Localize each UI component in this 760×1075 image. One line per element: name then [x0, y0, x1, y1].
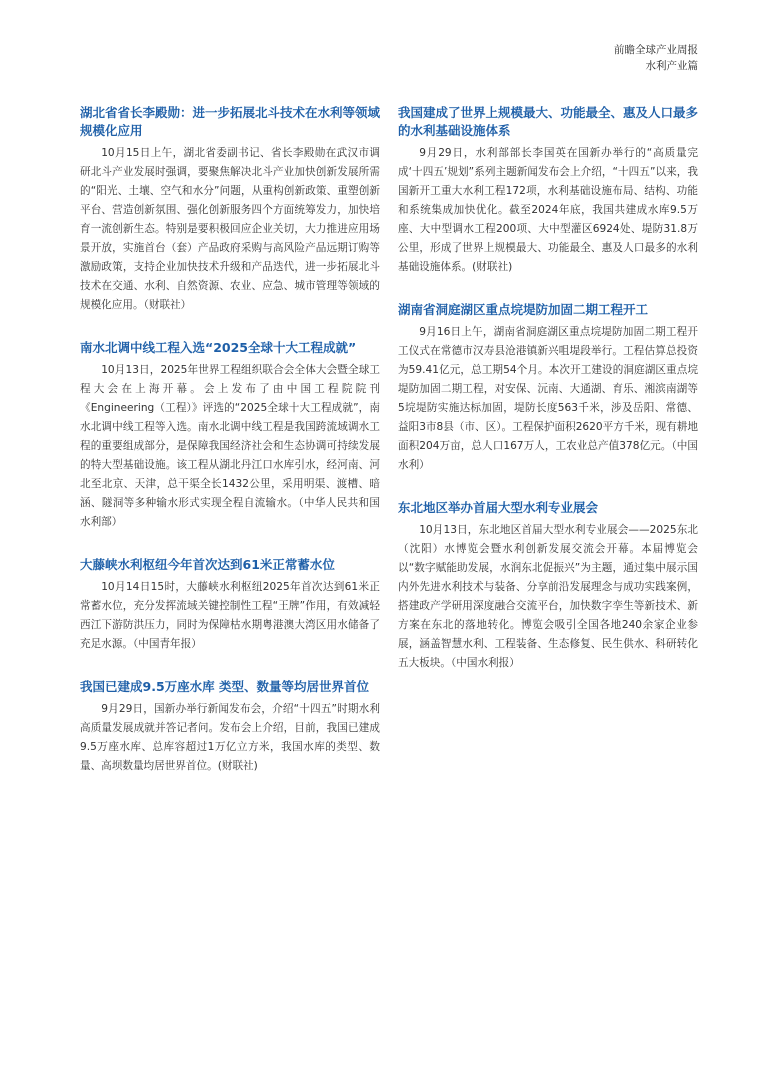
- article: [80, 678, 380, 776]
- article: [398, 301, 698, 475]
- article-title: 东北地区举办首届大型水利专业展会: [398, 500, 599, 515]
- header-report-name: 前瞻全球产业周报: [614, 44, 698, 56]
- article-body: 10月13日，东北地区首届大型水利专业展会——2025东北（沈阳）水博览会暨水利创新发展交流会开幕。本届博览会以“数字赋能助发展，水润东北促振兴”为主题，通过集中展示国内外先进水利技术与装备、分享前沿发展理念与成功实践案例，搭建政产学研用深度融合交流平台，加快数字孪生等新技术、新方案在东北的落地转化。博览会吸引全国各地240余家企业参展，涵盖智慧水利、工程装备、生态修复、民生供水、科研转化五大板块。（中国水利报）: [398, 524, 698, 669]
- article-body: 10月13日，2025年世界工程组织联合会全体大会暨全球工程大会在上海开幕。会上发布了由中国工程院院刊《Engineering（工程）》评选的“2025全球十大工程成就”，南水北调中线工程等入选。南水北调中线工程是我国跨流域调水工程的重要组成部分，是保障我国经济社会和生态协调可持续发展的特大型基础设施。该工程从湖北丹江口水库引水，经河南、河北至北京、天津，总干渠全长1432公里，采用明渠、渡槽、暗涵、隧洞等多种输水形式实现全程自流输水。（中华人民共和国水利部）: [80, 364, 380, 528]
- left-column: [80, 104, 380, 800]
- article-title: 我国已建成9.5万座水库 类型、数量等均居世界首位: [80, 679, 369, 694]
- article-body: 10月14日15时，大藤峡水利枢纽2025年首次达到61米正常蓄水位，充分发挥流域关键控制性工程“王牌”作用，有效减轻西江下游防洪压力，同时为保障枯水期粤港澳大湾区用水储备了充足水源。（中国青年报）: [80, 581, 380, 650]
- article-title: 大藤峡水利枢纽今年首次达到61米正常蓄水位: [80, 557, 335, 572]
- article-title: 湖南省洞庭湖区重点垸堤防加固二期工程开工: [398, 302, 649, 317]
- article-title: 湖北省省长李殿勋：进一步拓展北斗技术在水利等领域规模化应用: [80, 105, 381, 138]
- article-body: 9月29日，国新办举行新闻发布会，介绍“十四五”时期水利高质量发展成就并答记者问。发布会上介绍，目前，我国已建成9.5万座水库、总库容超过1万亿立方米，我国水库的类型、数量、高坝数量均居世界首位。(财联社): [80, 703, 380, 772]
- article-title: 南水北调中线工程入选“2025全球十大工程成就”: [80, 340, 357, 355]
- article: [80, 556, 380, 654]
- article-title: 我国建成了世界上规模最大、功能最全、惠及人口最多的水利基础设施体系: [398, 105, 699, 138]
- article: [398, 499, 698, 673]
- article-body: 9月16日上午，湖南省洞庭湖区重点垸堤防加固二期工程开工仪式在常德市汉寿县沧港镇新兴咀堤段举行。工程估算总投资为59.41亿元，总工期54个月。本次开工建设的洞庭湖区重点垸堤防加固二期工程，对安保、沅南、大通湖、育乐、湘滨南湖等5垸堤防实施达标加固，堤防长度563千米，涉及岳阳、常德、益阳3市8县（市、区）。工程保护面积2620平方千米，现有耕地面积204万亩，总人口167万人，工农业总产值378亿元。（中国水利）: [398, 326, 698, 471]
- right-column: [398, 104, 698, 697]
- article-body: 10月15日上午，湖北省委副书记、省长李殿勋在武汉市调研北斗产业发展时强调，要聚焦解决北斗产业加快创新发展所需的“阳光、土壤、空气和水分”问题，从重构创新政策、重塑创新平台、营造创新氛围、强化创新服务四个方面统筹发力，加快培育一流创新生态。特别是要积极回应企业关切，大力推进应用场景开放，实施首台（套）产品政府采购与高风险产品远期订购等激励政策，支持企业加快技术升级和产品迭代，进一步拓展北斗技术在交通、水利、自然资源、农业、应急、城市管理等领域的规模化应用。（财联社）: [80, 147, 380, 311]
- article: [80, 339, 380, 532]
- article-body: 9月29日，水利部部长李国英在国新办举行的“高质量完成‘十四五’规划”系列主题新闻发布会上介绍，“十四五”以来，我国新开工重大水利工程172项，水利基础设施布局、结构、功能和系统集成加快优化。截至2024年底，我国共建成水库9.5万座、大中型调水工程200项、大中型灌区6924处、堤防31.8万公里，形成了世界上规模最大、功能最全、惠及人口最多的水利基础设施体系。(财联社): [398, 147, 698, 273]
- page-header: [614, 42, 698, 74]
- article: [80, 104, 380, 315]
- header-section-name: 水利产业篇: [645, 60, 698, 72]
- article: [398, 104, 698, 277]
